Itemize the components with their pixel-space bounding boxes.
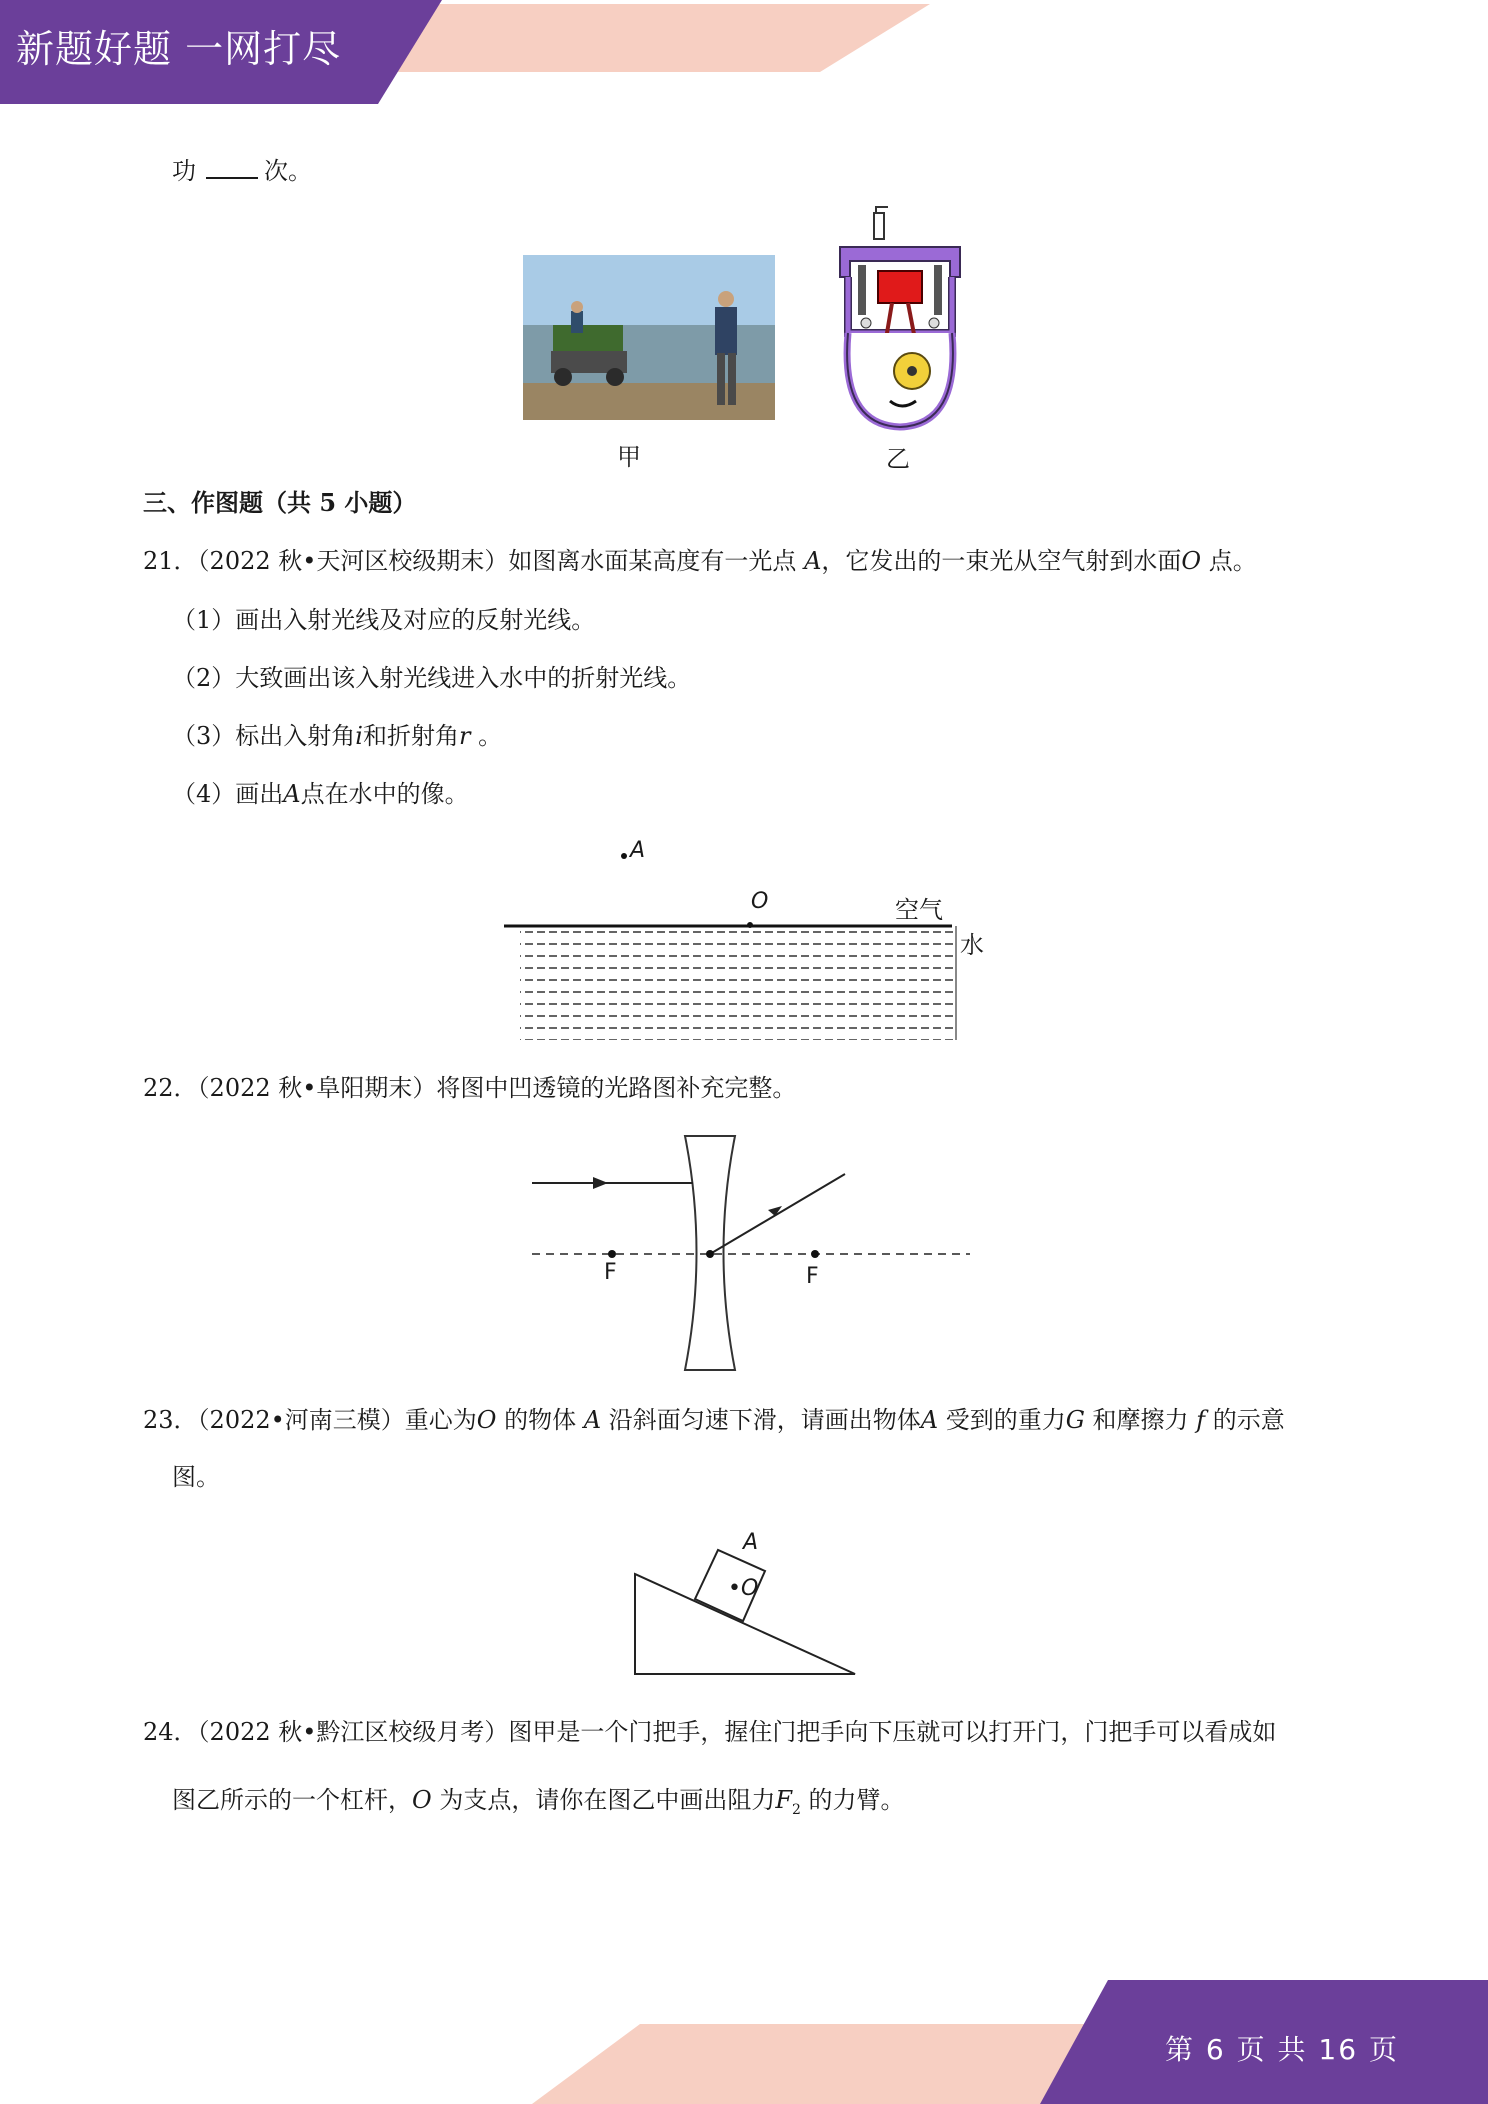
q24-stem-line-2: 图乙所示的一个杠杆，O 为支点，请你在图乙中画出阻力$F_2$ 的力臂。 — [172, 1786, 905, 1818]
q20-tail-line: 功 次。 — [172, 157, 312, 185]
point-a-dot — [621, 853, 627, 859]
q21-label-o: O — [751, 889, 769, 914]
q22-focus-left: F — [604, 1260, 617, 1285]
q21-item-1: （1）画出入射光线及对应的反射光线。 — [172, 606, 596, 634]
q23-label-a: A — [743, 1530, 759, 1555]
q22-concave-lens-figure — [520, 1130, 980, 1375]
q21-item-3: （3）标出入射角i和折射角r 。 — [172, 722, 503, 750]
q21-label-a: A — [630, 838, 646, 863]
page-number: 第 6 页 共 16 页 — [1165, 2033, 1399, 2066]
figure-label-jia: 甲 — [617, 443, 641, 471]
q21-stem: 21．（2022 秋•天河区校级期末）如图离水面某高度有一光点 A，它发出的一束光从空气射到水面O 点。 — [143, 547, 1257, 575]
section-heading: 三、作图题（共 5 小题） — [143, 488, 417, 517]
q23-stem-line-2: 图。 — [172, 1463, 220, 1491]
q21-water-figure — [500, 830, 1000, 1050]
q22-stem: 22．（2022 秋•阜阳期末）将图中凹透镜的光路图补充完整。 — [143, 1074, 797, 1102]
engine-cylinder-diagram — [830, 205, 970, 435]
q21-label-water: 水 — [960, 931, 984, 959]
q21-item-4: （4）画出A点在水中的像。 — [172, 780, 469, 808]
q21-item-2: （2）大致画出该入射光线进入水中的折射光线。 — [172, 664, 692, 692]
answer-blank[interactable] — [206, 155, 258, 179]
q22-focus-right: F — [806, 1264, 819, 1289]
rice-transplanter-photo — [523, 255, 775, 420]
q23-stem: 23．（2022•河南三模）重心为O 的物体 A 沿斜面匀速下滑，请画出物体A 受到的重力G 和摩擦力 f 的示意 — [143, 1406, 1285, 1434]
q24-stem: 24．（2022 秋•黔江区校级月考）图甲是一个门把手，握住门把手向下压就可以打开门，门把手可以看成如 — [143, 1718, 1277, 1746]
banner-title: 新题好题 一网打尽 — [16, 27, 342, 71]
q21-label-air: 空气 — [895, 896, 943, 924]
q23-label-o: •O — [728, 1576, 759, 1601]
figure-label-yi: 乙 — [886, 445, 910, 473]
